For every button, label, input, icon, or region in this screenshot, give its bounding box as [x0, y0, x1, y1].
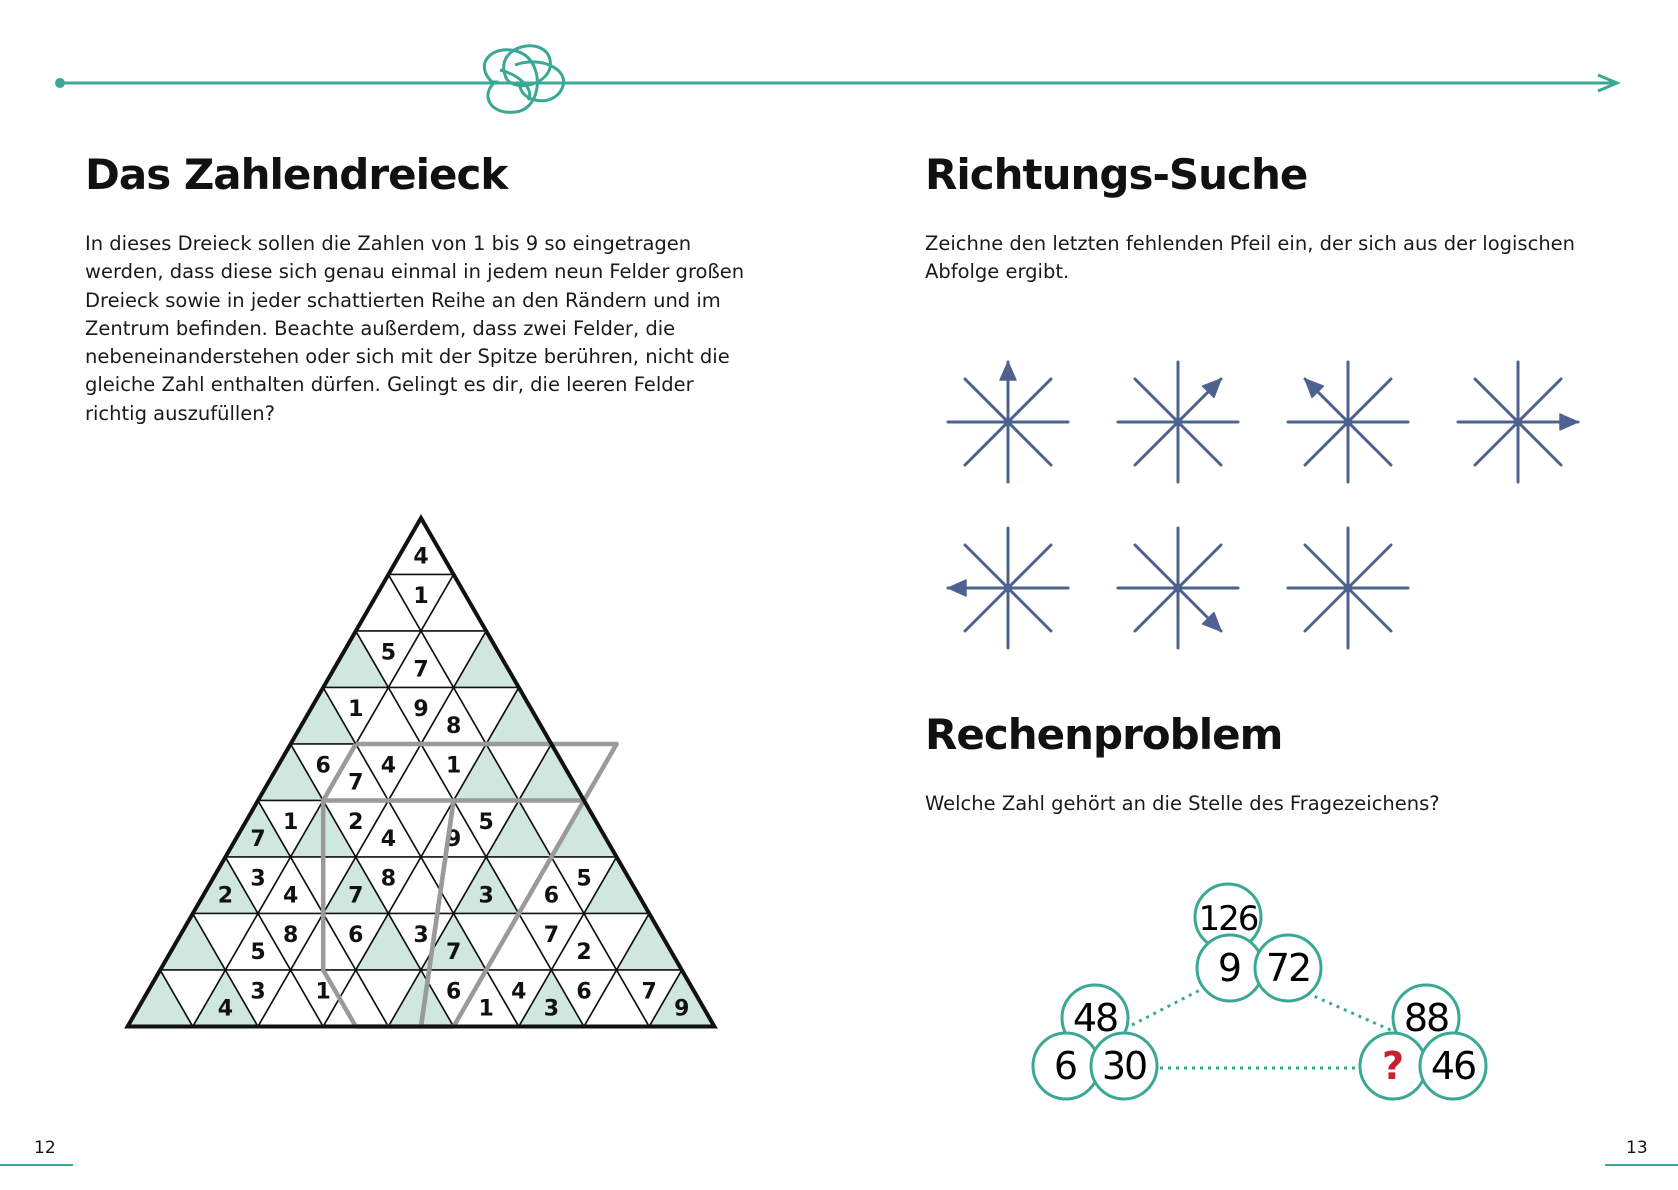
cell-digit: 1: [282, 809, 299, 835]
cell-digit: 7: [543, 922, 560, 948]
cell-digit: 7: [348, 770, 364, 796]
number-circles-puzzle: [1000, 870, 1520, 1110]
cell-digit: 1: [348, 696, 364, 722]
cell-digit: 7: [250, 826, 266, 852]
arrow-sequence: [900, 340, 1600, 670]
circle-value-left: 9: [1217, 946, 1243, 990]
bottom-rule-left: [0, 1164, 73, 1166]
cell-digit: 5: [380, 640, 397, 666]
cell-digit: 6: [315, 753, 331, 779]
page-title-rechenproblem: Rechenproblem: [925, 710, 1283, 759]
bottom-rule-right: [1605, 1164, 1678, 1166]
cell-digit: 7: [641, 979, 657, 1005]
page-title-zahlendreieck: Das Zahlendreieck: [85, 150, 508, 199]
cell-digit: 3: [478, 883, 494, 909]
direction-star-e: [1458, 362, 1578, 482]
cell-digit: 7: [445, 939, 462, 965]
direction-star-nw: [1288, 362, 1408, 482]
cell-digit: 3: [413, 922, 429, 948]
circle-value-top: 126: [1198, 899, 1258, 939]
page-number-left: 12: [34, 1138, 56, 1158]
cell-digit: 7: [413, 657, 429, 683]
instructions-richtungs-suche: Zeichne den letzten fehlenden Pfeil ein, der sich aus der logischen Abfolge ergibt.: [925, 232, 1576, 284]
cell-digit: 6: [576, 979, 592, 1005]
page-title-richtungs-suche: Richtungs-Suche: [925, 150, 1308, 199]
cell-digit: 6: [348, 922, 364, 948]
cell-digit: 5: [478, 809, 494, 835]
cell-digit: 7: [348, 883, 364, 909]
cell-digit: 9: [674, 996, 690, 1022]
cell-digit: 1: [413, 583, 429, 609]
circle-value-right: 46: [1430, 1044, 1476, 1088]
cell-digit: 4: [380, 753, 397, 779]
cell-digit: 5: [250, 939, 266, 965]
cell-digit: 9: [413, 696, 429, 722]
circle-group-top: [1195, 884, 1321, 1001]
cell-digit: 8: [380, 866, 397, 892]
knot-icon: [484, 46, 563, 112]
cell-digit: 4: [511, 979, 527, 1005]
circle-value-top: 88: [1403, 996, 1449, 1040]
circle-value-top: 48: [1072, 996, 1118, 1040]
top-rule: [0, 0, 1678, 130]
cell-digit: 2: [217, 883, 234, 909]
direction-star-w: [948, 528, 1068, 648]
page-number-right: 13: [1626, 1138, 1648, 1158]
circle-group-left: [1033, 985, 1157, 1099]
cell-digit: 3: [543, 996, 560, 1022]
cell-digit: 6: [445, 979, 462, 1005]
circle-value-right: 72: [1265, 946, 1311, 990]
instructions-rechenproblem: Welche Zahl gehört an die Stelle des Fragezeichens?: [925, 792, 1440, 815]
cell-digit: 4: [380, 826, 397, 852]
arrowhead-icon: [1000, 362, 1016, 380]
cell-digit: 8: [282, 922, 299, 948]
direction-star-ne: [1118, 362, 1238, 482]
cell-digit: 1: [478, 996, 494, 1022]
direction-star-blank: [1288, 528, 1408, 648]
cell-digit: 2: [576, 939, 592, 965]
arrowhead-icon: [948, 580, 966, 596]
cell-digit: 3: [250, 979, 266, 1005]
cell-digit: 8: [445, 713, 462, 739]
circle-value-left: 6: [1053, 1044, 1079, 1088]
cell-digit: 4: [282, 883, 299, 909]
cell-digit: 4: [217, 996, 234, 1022]
cell-digit: 6: [543, 883, 560, 909]
cell-digit: 9: [445, 826, 462, 852]
direction-star-n: [948, 362, 1068, 482]
cell-digit: 5: [576, 866, 592, 892]
number-triangle-puzzle: [0, 500, 760, 1040]
cell-digit: 1: [315, 979, 331, 1005]
circle-group-right: [1360, 985, 1486, 1099]
cell-digit: 4: [413, 544, 429, 570]
instructions-zahlendreieck: In dieses Dreieck sollen die Zahlen von 1 bis 9 so eingetragen werden, dass diese sich genau einmal in jedem neun Felder großen Dreieck sowie in jeder schattierten Reihe an den Rändern und im Zentrum befinden. Beachte außerdem, dass zwei Felder, die nebeneinanderstehen oder sich mit der Spitze berühren, nicht die gleiche Zahl enthalten dürfen. Gelingt es dir, die leeren Felder richtig auszufüllen?: [85, 232, 745, 425]
question-mark: ?: [1381, 1044, 1405, 1088]
circle-value-right: 30: [1101, 1044, 1147, 1088]
connector-line: [1132, 990, 1200, 1025]
cell-digit: 1: [445, 753, 462, 779]
cell-digit: 2: [348, 809, 364, 835]
connector-line: [1300, 990, 1395, 1032]
direction-star-se: [1118, 528, 1238, 648]
arrowhead-icon: [1560, 414, 1578, 430]
cell-digit: 3: [250, 866, 266, 892]
